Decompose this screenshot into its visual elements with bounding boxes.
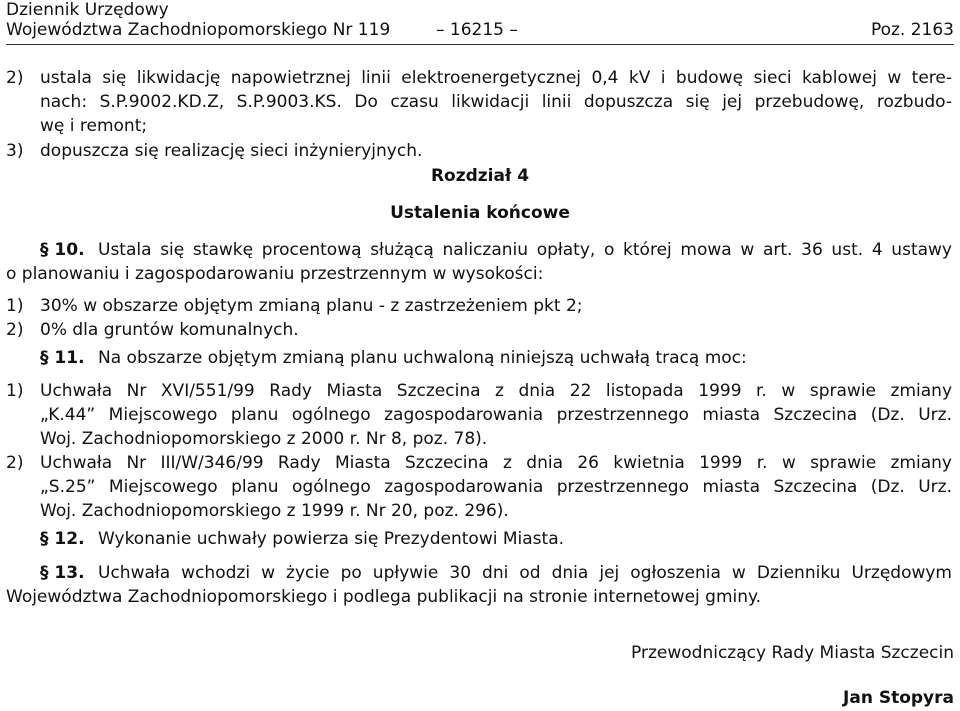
section-11-item-2-line-2: „S.25” Miejscowego planu ogólnego zagospodarowania przestrzennego miasta Szczecina (Dz. Urz. — [40, 477, 952, 497]
section-10-item-1-number: 1) — [6, 296, 24, 316]
signature-role: Przewodniczący Rady Miasta Szczecin — [631, 643, 954, 663]
section-10-item-2-number: 2) — [6, 320, 24, 340]
item-2-line-3: wę i remont; — [40, 116, 148, 136]
section-10-line-2: o planowaniu i zagospodarowaniu przestrzennym w wysokości: — [6, 264, 544, 284]
section-10-item-2: 0% dla gruntów komunalnych. — [40, 320, 299, 340]
item-2-line-1: ustala się likwidację napowietrznej linii elektroenergetycznej 0,4 kV i budowę sieci kablowej w tere- — [40, 68, 952, 88]
page-number: – 16215 – — [436, 20, 518, 40]
chapter-title: Ustalenia końcowe — [390, 203, 570, 223]
section-13-symbol: § 13. — [40, 563, 85, 583]
signature-name: Jan Stopyra — [843, 688, 954, 708]
section-10-item-1: 30% w obszarze objętym zmianą planu - z zastrzeżeniem pkt 2; — [40, 296, 583, 316]
page-header — [6, 0, 954, 45]
section-11-line-1: Na obszarze objętym zmianą planu uchwaloną niniejszą uchwałą tracą moc: — [98, 348, 747, 368]
position-number: Poz. 2163 — [870, 20, 954, 40]
section-12-symbol: § 12. — [40, 529, 85, 549]
item-3-number: 3) — [6, 141, 24, 161]
item-2-line-2: nach: S.P.9002.KD.Z, S.P.9003.KS. Do czasu likwidacji linii dopuszcza się jej przebudowę, rozbudo- — [40, 92, 952, 112]
chapter-heading: Rozdział 4 — [430, 166, 530, 186]
section-12-line-1: Wykonanie uchwały powierza się Prezydentowi Miasta. — [98, 529, 565, 549]
section-13-line-2: Województwa Zachodniopomorskiego i podlega publikacji na stronie internetowej gminy. — [6, 587, 762, 607]
section-11-item-1-line-1: Uchwała Nr XVI/551/99 Rady Miasta Szczecina z dnia 22 listopada 1999 r. w sprawie zmiany — [40, 381, 952, 401]
section-11-item-2-line-1: Uchwała Nr III/W/346/99 Rady Miasta Szczecina z dnia 26 kwietnia 1999 r. w sprawie zmiany — [40, 453, 952, 473]
section-10-line-1: Ustala się stawkę procentową służącą naliczaniu opłaty, o której mowa w art. 36 ust. 4 ustawy — [98, 240, 952, 260]
section-11-symbol: § 11. — [40, 348, 85, 368]
section-11-item-1-number: 1) — [6, 381, 24, 401]
section-10-symbol: § 10. — [40, 240, 85, 260]
section-13-line-1: Uchwała wchodzi w życie po upływie 30 dni od dnia jej ogłoszenia w Dzienniku Urzędowym — [98, 563, 952, 583]
item-2-number: 2) — [6, 68, 24, 88]
journal-issue: Województwa Zachodniopomorskiego Nr 119 — [6, 20, 391, 40]
section-11-item-1-line-2: „K.44” Miejscowego planu ogólnego zagospodarowania przestrzennego miasta Szczecina (Dz. Urz. — [40, 405, 952, 425]
journal-title: Dziennik Urzędowy — [6, 0, 169, 20]
section-11-item-2-line-3: Woj. Zachodniopomorskiego z 1999 r. Nr 20, poz. 296). — [40, 501, 509, 521]
item-3-line-1: dopuszcza się realizację sieci inżynieryjnych. — [40, 141, 423, 161]
section-11-item-2-number: 2) — [6, 453, 24, 473]
section-11-item-1-line-3: Woj. Zachodniopomorskiego z 2000 r. Nr 8, poz. 78). — [40, 429, 488, 449]
